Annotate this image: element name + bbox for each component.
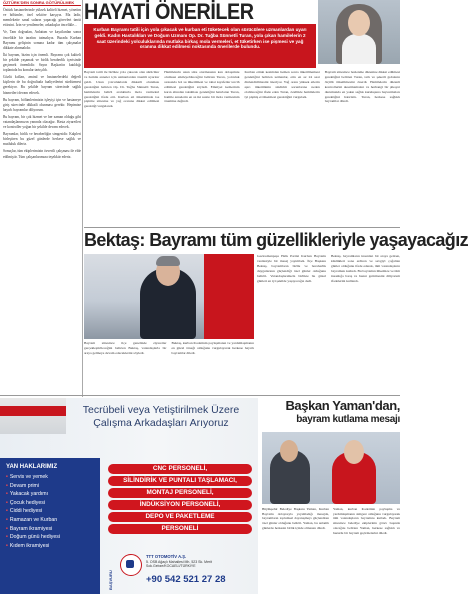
position-item: DEPO VE PAKETLEME [108,512,252,522]
bullet-icon: • [6,491,8,498]
benefit-item: • Çocuk hediyesi [6,499,46,506]
left-column-paragraph: Bayramlar, birlik ve beraberliğin simgesidir. Kalpleri birleştiren bu güzel günlerde herkese sağlık ve mutluluk dileriz. [3,132,81,147]
bullet-icon: • [6,534,8,541]
benefit-item: • Ramazan ve Kurban [6,516,58,523]
middle-article-column: Gaziosmanpaşa Halk Partisi Kurban Bayramı vesilesiyle bir mesaj yayımladı. İlçe Başkanı Bektaş, bayramların birlik ve beraberlik duygularının güçlendiği özel günler olduğunu belirtti. Vatandaşlarımızla birlikte bu güzel günleri en iyi şekilde yaşayacağız dedi. [257,254,326,283]
left-column-paragraph: İki bayram, bizim için önemli. Bayramı çok kaliteli bir şekilde yaşamak ve birlik beraberlik içerisinde geçirmek önemlidir. Sayın Başkan'ın katıldığı toplantıda bu konular tartışıldı. [3,52,81,73]
left-column-paragraph: Bu bayram, bir çok hizmet ve her zaman olduğu gibi vatandaşlarımızın yanında olacağız. Hasta ziyaretleri ve kontroller yoğun bir şekilde devam edecek. [3,114,81,130]
column-divider [82,0,83,397]
doctor-scarf-shape [342,34,376,64]
yaman-photo [262,432,400,504]
benefit-item: • Bayram ikramiyesi [6,525,53,532]
bullet-icon: • [6,482,8,489]
section-divider [0,395,400,396]
flag-shape [204,254,254,339]
benefits-title: YAN HAKLARIMIZ [6,464,58,470]
company-name: TTT OTOMOTİV A.Ş. [146,554,187,559]
left-column-paragraph: Ve, Tam doğrudan, Anlattım ve kayıtlardan sonra öncelikle bir tarafını tutmalıyız. Burada Kurban Bayramı gelişinin sonuna kadar tüm çalışmalar dikkate alınmalıdır. [3,30,81,50]
section-divider [84,227,400,228]
benefit-item: • Yakacak yardımı [6,491,49,498]
bottom-right-headline-line2: bayram kutlama mesajı [296,414,400,425]
top-article-headline: HAYATİ ÖNERİLER [84,0,254,24]
top-article-summary: Kurban Bayramı tatili için yola çıkacak ve kurban eti tüketecek olan sürücülere uzmanlardan uyarı geldi. Kadın Hastalıkları ve Doğum Uzmanı Op. Dr. Tuğba Sünnetli Turan, yola çıkan hamilelerin 2 saat üzerindeki yolculuklarında mutlaka birkaç mola vermeleri, et tüketirken ise pişmesi ve yağ oranına dikkat edilmesi noktasında önerilerde bulundu. [84,24,316,68]
bektas-photo [84,254,254,339]
top-article-column: Bayram tatili ile birlikte yola çıkacak olan sürücüler ve hamile anneler için uzmanlardan önemli uyarılar geldi. Uzun yolculuklarda dikkatli olunması gerektiğini belirten Op. Dr. Tuğba Sünnetli Turan, hamilelerin belirli aralıklarla mola vermeleri gerektiğini ifade etti. Kurban eti tüketiminde ise pişirme süresine ve yağ oranına dikkat edilmesi gerektiği vurgulandı. [84,70,160,109]
left-column-article [3,0,81,397]
company-logo-icon [120,554,142,576]
company-phone: +90 542 521 27 28 [146,574,226,585]
middle-article-headline: Bektaş: Bayramı tüm güzellikleriyle yaşayacağız [84,230,468,250]
top-article-column: Kurban etinin kesimden hemen sonra tüketilmemesi gerektiğini belirten uzmanlar, etin en az 24 saat dinlendirilmesini öneriyor. Yağ oranı yüksek etlerin aşırı tüketiminin sindirim sorunlarına neden olabileceğini ifade eden Turan, özellikle hamilelerin iyi pişmiş et tüketmesi gerektiğini vurguladı. [244,70,320,99]
ad-contact [108,552,256,592]
left-column-paragraph: Öztürk hastanelerinde yüksek kaliteli hizmet, yönetim ve bölümler, özel sektöre karşıyız. Ma ladir, memlekette sanal suların yapacağı görevleri ümüt ettirsini. İzin ve yenilemeler, arkadaşlar öncelikle... [3,8,81,28]
left-column-paragraph: Gözlü kolları, amiral ve hastanelerdeki değerli kişilerin de bu doğrultuda faaliyetlerini sürdürmesi gerekiyor. Bu şekilde bayram sürecinde sağlık hizmetleri devam edecek. [3,75,81,95]
bullet-icon: • [6,499,8,506]
position-item: PERSONELİ [108,524,252,534]
position-item: CNC PERSONELİ, [108,464,252,474]
bottom-right-headline-line1: Başkan Yaman'dan, [285,398,400,413]
bullet-icon: • [6,542,8,549]
bottom-right-column: Yaman, kurban ibadetinin paylaşma ve yardımlaşmanın simgesi olduğunu vurgulayarak tüm vatandaşların bayramını kutladı. Bayram süresince belediye ekiplerinin görev başında olacağını belirten Yaman, herkese sağlıklı ve huzurlu bir bayram geçirmelerini diledi. [333,507,400,535]
factory-roof-shape [0,406,66,416]
middle-article-column: Bektaş, kurban ibadetinin paylaşmanın ve yardımlaşmanın en güzel örneği olduğunu vurgulayarak herkese hayırlı bayramlar diledi. [171,341,254,355]
ad-title: Tecrübeli veya Yetiştirilmek Üzere Çalışma Arkadaşları Arıyoruz [82,404,240,429]
middle-article-column: Bektaş, bayramların insanları bir araya getiren, küslükleri sona erdiren ve sevgiyi çoğaltan günler olduğunu ifade ederek, tüm vatandaşların bayramını kutladı. Bu bayramın ülkemize ve tüm insanlığa barış ve huzur getirmesini diliyorum ifadelerini kullandı. [331,254,400,283]
position-item: MONTAJ PERSONELİ, [108,488,252,498]
left-column-paragraph: Bu bayram, bölümlerimizin işleyişi için ve hastaneye giriş sürecinde dikkatli olunması gerekir. Hepimize hayırlı bayramlar diliyorum. [3,97,81,112]
company-address: 5. OSB Ağaçlı Mahallesi Mh. 523 Sk. Merit Sok.Gebze/KOCAELİ/TÜRKİYE [146,560,212,569]
middle-article-column: Bayram süresince ilçe genelinde ziyaretler gerçekleştirileceğini belirten Bektaş, vatandaşlarla bir araya gelmeye devam edeceklerini söyledi. [84,341,167,355]
middle-article-lower-body [84,341,254,387]
positions-list [108,464,252,536]
benefits-panel [0,458,100,594]
apply-label: BAŞVURU [108,570,113,590]
benefit-item: • Servis ve yemek [6,474,48,480]
bullet-icon: • [6,474,8,480]
position-item: SİLİNDİRİK VE PUNTALI TAŞLAMACI, [108,476,252,486]
doctor-face-shape [348,10,370,36]
person-hair-shape [156,256,180,266]
left-column-paragraph: Sonuçlar, tüm ekiplerimizin özverili çalışması ile elde edilmiştir. Tüm çalışanlarımıza teşekkür ederiz. [3,149,81,159]
bullet-icon: • [6,525,8,532]
bullet-icon: • [6,516,8,523]
benefits-list [6,473,94,550]
benefit-item: • Ciddi hediyesi [6,508,43,515]
middle-article-body [257,254,400,386]
job-advertisement [0,398,258,594]
factory-image [0,398,66,434]
doctor-photo [318,0,400,64]
left-column-kicker: ÖZTÜRK'DEN SONRA GÖTÜRÜLMEK [3,0,81,6]
person-head-shape [280,440,298,462]
top-article-column: Hamilelerin uzun süre oturmasının kan dolaşımını olumsuz etkileyebileceğini belirten Turan, yolculuk sırasında bol su tüketilmesi ve rahat kıyafetler tercih edilmesi gerektiğini söyledi. Emniyet kemerinin karın altından takılması gerektiğini hatırlatan Turan, hamile annelerin en az iki saatte bir mola vermesinin önemine değindi. [164,70,240,104]
benefit-item: • Devam primi [6,482,39,489]
bullet-icon: • [6,508,8,515]
person-head-shape [344,440,364,464]
top-article-body [84,70,400,226]
benefit-item: • Doğum günü hediyesi [6,534,61,541]
top-article-column: Bayram süresince beslenme düzenine dikkat edilmesi gerektiğini belirten Turan, tatlı ve şekerli gıdaların ölçülü tüketilmesini önerdi. Hamilelerin düzenli kontrollerini aksatmamaları ve herhangi bir şikayet durumunda en yakın sağlık kuruluşuna başvurmaları gerektiğini hatırlattı. Turan, herkese sağlıklı bayramlar diledi. [324,70,400,104]
benefit-item: • Kıdem ikramiyesi [6,542,50,549]
bottom-right-headline [262,398,400,430]
position-item: İNDÜKSİYON PERSONELİ, [108,500,252,510]
bottom-right-body [262,507,400,594]
bottom-right-column: Büyükşehir Belediye Başkanı Yaman, Kurban Bayramı dolayısıyla yayımladığı mesajda, bayramların toplumsal dayanışmayı güçlendiren özel günler olduğunu belirtti. Yaman, bu anlamlı günlerde herkesin birlik içinde olmasını diledi. [262,507,329,530]
